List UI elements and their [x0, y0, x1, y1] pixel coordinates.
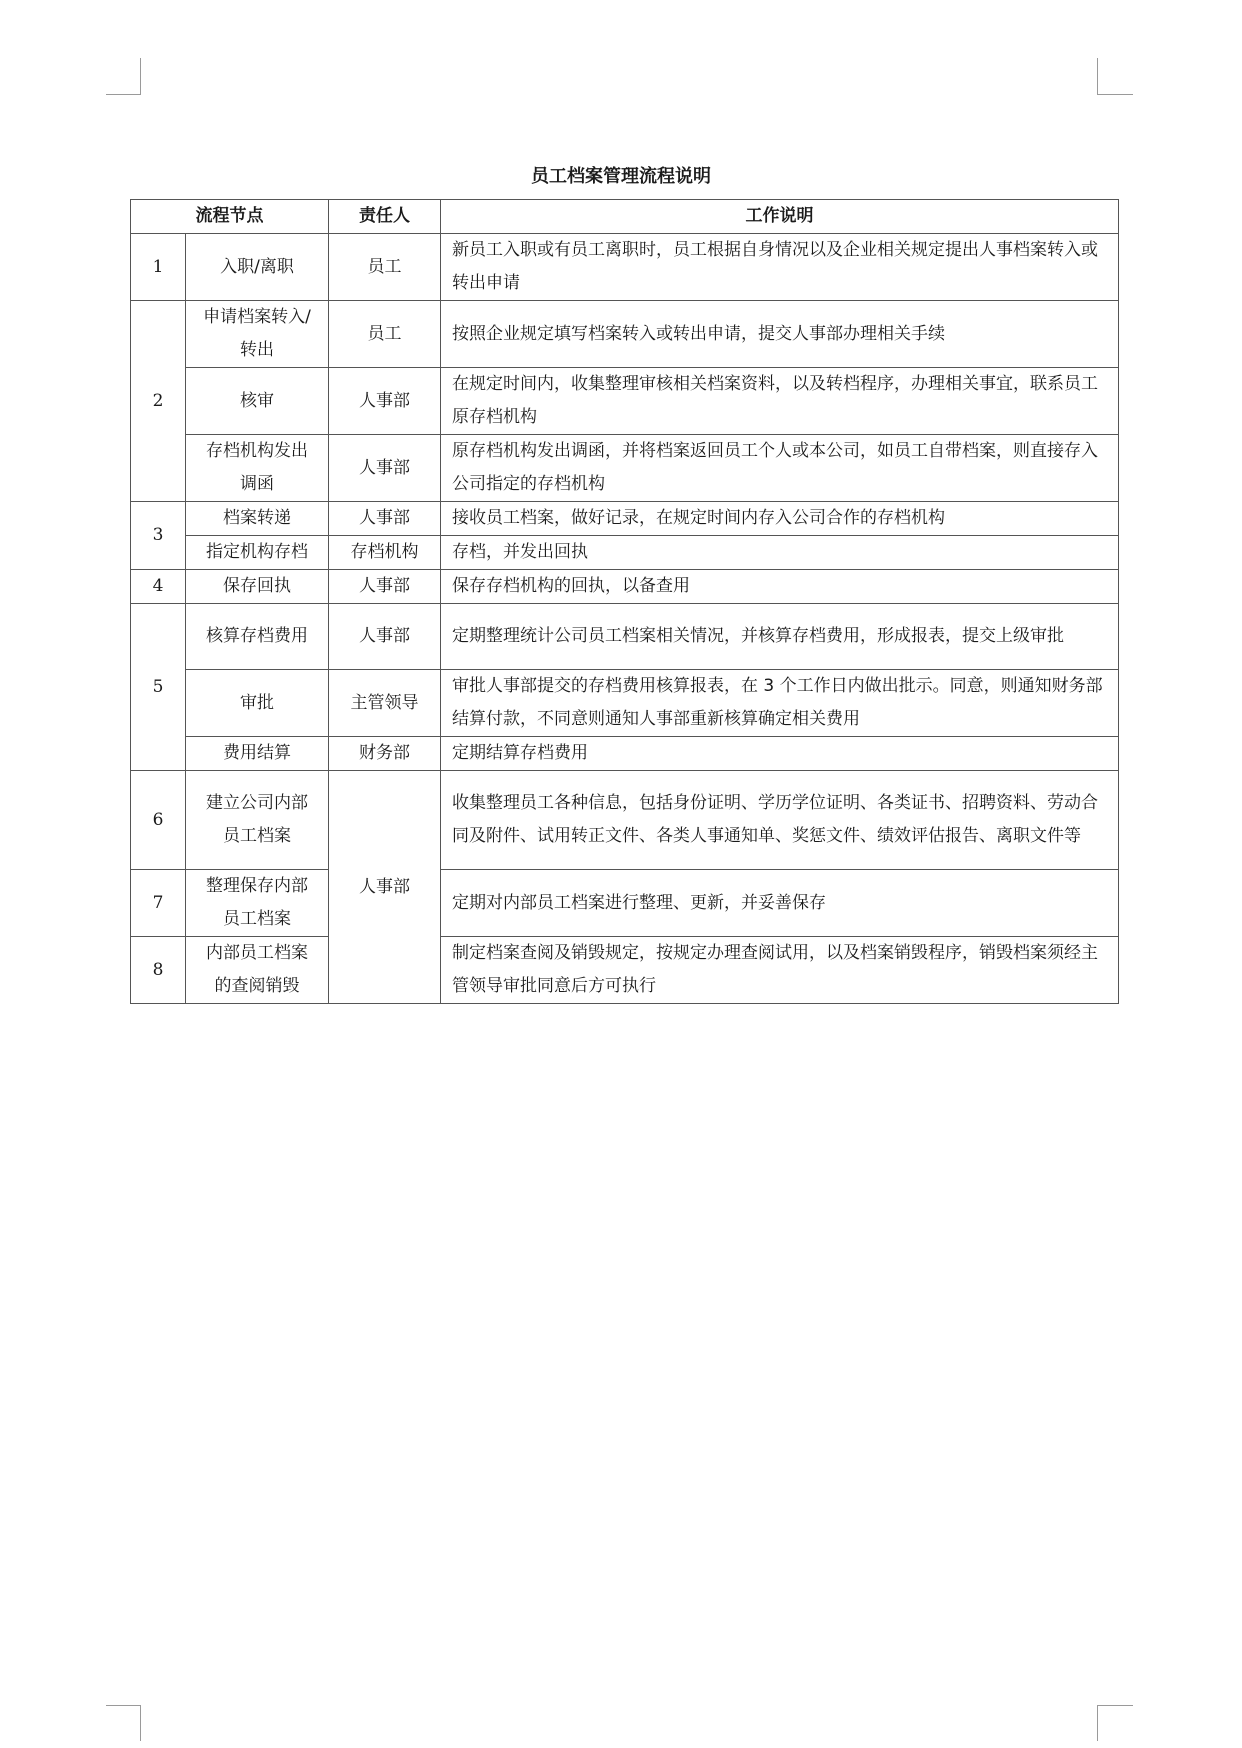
desc-cell: 存档，并发出回执	[441, 536, 1119, 570]
table-row	[131, 937, 1119, 1004]
desc-cell: 收集整理员工各种信息，包括身份证明、学历学位证明、各类证书、招聘资料、劳动合同及附件、试用转正文件、各类人事通知单、奖惩文件、绩效评估报告、离职文件等	[441, 771, 1119, 870]
process-table	[130, 199, 1119, 1004]
desc-cell: 原存档机构发出调函，并将档案返回员工个人或本公司，如员工自带档案，则直接存入公司指定的存档机构	[441, 435, 1119, 502]
header-node: 流程节点	[131, 200, 329, 234]
node-cell: 审批	[186, 670, 329, 737]
crop-mark	[106, 1705, 141, 1706]
owner-cell: 人事部	[329, 502, 441, 536]
table-row	[131, 737, 1119, 771]
table-row	[131, 536, 1119, 570]
node-cell: 保存回执	[186, 570, 329, 604]
crop-mark	[1097, 94, 1133, 95]
table-header-row	[131, 200, 1119, 234]
node-cell: 费用结算	[186, 737, 329, 771]
node-cell: 核算存档费用	[186, 604, 329, 670]
desc-cell: 制定档案查阅及销毁规定，按规定办理查阅试用，以及档案销毁程序，销毁档案须经主管领导审批同意后方可执行	[441, 937, 1119, 1004]
table-row	[131, 870, 1119, 937]
table-row	[131, 301, 1119, 368]
owner-cell: 财务部	[329, 737, 441, 771]
crop-mark	[1097, 58, 1098, 94]
row-number: 3	[131, 502, 186, 570]
desc-cell: 定期对内部员工档案进行整理、更新，并妥善保存	[441, 870, 1119, 937]
owner-cell: 人事部	[329, 604, 441, 670]
owner-cell: 存档机构	[329, 536, 441, 570]
crop-mark	[106, 94, 141, 95]
owner-cell: 主管领导	[329, 670, 441, 737]
owner-cell: 人事部	[329, 368, 441, 435]
desc-cell: 按照企业规定填写档案转入或转出申请，提交人事部办理相关手续	[441, 301, 1119, 368]
table-row	[131, 502, 1119, 536]
table-row	[131, 368, 1119, 435]
crop-mark	[140, 58, 141, 94]
node-cell: 存档机构发出调函	[186, 435, 329, 502]
desc-cell: 在规定时间内，收集整理审核相关档案资料，以及转档程序，办理相关事宜，联系员工原存档机构	[441, 368, 1119, 435]
crop-mark	[140, 1705, 141, 1741]
row-number: 7	[131, 870, 186, 937]
node-cell: 整理保存内部员工档案	[186, 870, 329, 937]
row-number: 4	[131, 570, 186, 604]
crop-mark	[1097, 1705, 1133, 1706]
page-title: 员工档案管理流程说明	[531, 166, 711, 187]
owner-cell: 人事部	[329, 435, 441, 502]
row-number: 5	[131, 604, 186, 771]
row-number: 1	[131, 234, 186, 301]
table-row	[131, 234, 1119, 301]
row-number: 8	[131, 937, 186, 1004]
header-desc: 工作说明	[441, 200, 1119, 234]
desc-cell: 接收员工档案，做好记录，在规定时间内存入公司合作的存档机构	[441, 502, 1119, 536]
desc-cell: 审批人事部提交的存档费用核算报表，在 3 个工作日内做出批示。同意，则通知财务部结算付款，不同意则通知人事部重新核算确定相关费用	[441, 670, 1119, 737]
row-number: 2	[131, 301, 186, 502]
table-row	[131, 435, 1119, 502]
desc-cell: 新员工入职或有员工离职时，员工根据自身情况以及企业相关规定提出人事档案转入或转出申请	[441, 234, 1119, 301]
table-row	[131, 570, 1119, 604]
table-row	[131, 670, 1119, 737]
node-cell: 建立公司内部员工档案	[186, 771, 329, 870]
node-cell: 申请档案转入/转出	[186, 301, 329, 368]
node-cell: 指定机构存档	[186, 536, 329, 570]
desc-cell: 保存存档机构的回执，以备查用	[441, 570, 1119, 604]
crop-mark	[1097, 1705, 1098, 1741]
desc-cell: 定期整理统计公司员工档案相关情况，并核算存档费用，形成报表，提交上级审批	[441, 604, 1119, 670]
desc-cell: 定期结算存档费用	[441, 737, 1119, 771]
node-cell: 核审	[186, 368, 329, 435]
node-cell: 内部员工档案的查阅销毁	[186, 937, 329, 1004]
owner-cell: 员工	[329, 234, 441, 301]
table-row	[131, 771, 1119, 870]
table-row	[131, 604, 1119, 670]
node-cell: 入职/离职	[186, 234, 329, 301]
owner-cell: 人事部	[329, 771, 441, 1004]
header-owner: 责任人	[329, 200, 441, 234]
row-number: 6	[131, 771, 186, 870]
owner-cell: 人事部	[329, 570, 441, 604]
owner-cell: 员工	[329, 301, 441, 368]
node-cell: 档案转递	[186, 502, 329, 536]
